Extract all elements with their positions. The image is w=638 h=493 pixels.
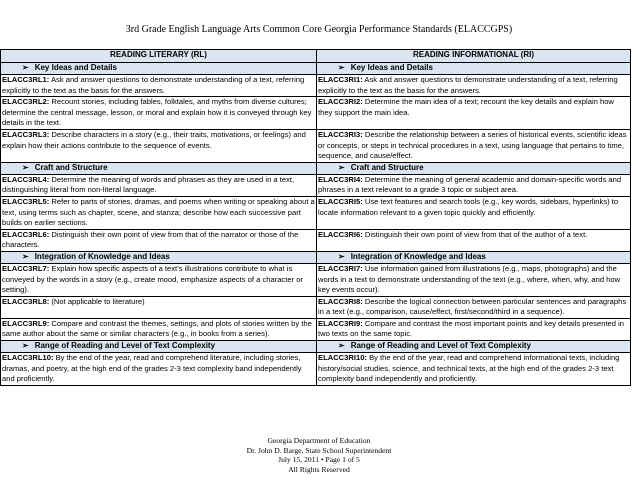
standard-code: ELACC3RI8: (318, 296, 363, 306)
standard-code: ELACC3RL6: (2, 229, 50, 239)
standard-code: ELACC3RI7: (318, 263, 363, 273)
standard-code: ELACC3RI4: (318, 174, 363, 184)
standard-row (1, 318, 631, 340)
section-header-left (1, 162, 317, 174)
standard-text: (Not applicable to literature) (49, 296, 145, 306)
standard-text: Ask and answer questions to demonstrate understanding of a text, referring explicitly to the text as the basis for the answers. (2, 75, 305, 95)
standard-text: By the end of the year, read and comprehend literature, including stories, dramas, and poetry, at the high end of the grades 2-3 text complexity band independently and proficiently. (2, 353, 302, 384)
standard-cell-left (1, 318, 317, 340)
arrow-bullet-icon: ➢ (22, 63, 29, 72)
standard-text: Compare and contrast the themes, settings, and plots of stories written by the same author about the same or similar characters (e.g., in books from a series). (2, 318, 312, 339)
standard-cell-left (1, 97, 317, 130)
document-title: 3rd Grade English Language Arts Common Core Georgia Performance Standards (ELACCGPS) (125, 24, 513, 35)
standard-text: Use information gained from illustrations (e.g., maps, photographs) and the words in a text to demonstrate understanding of the text (e.g., where, when, why, and how key events occur). (318, 263, 621, 295)
standard-cell-right (317, 353, 631, 386)
section-title: Craft and Structure (350, 162, 424, 172)
footer-date-page: July 15, 2011 • Page 1 of 5 (278, 455, 360, 464)
standard-cell-left (1, 196, 317, 229)
standard-text: By the end of the year, read and comprehend informational texts, including history/social studies, science, and technical texts, at the high end of the grades 2-3 text complexity band independently and proficiently. (318, 353, 620, 384)
footer-department: Georgia Department of Education (267, 436, 371, 445)
standard-text: Describe the logical connection between particular sentences and paragraphs in a text (e.g., comparison, cause/effect, first/second/third in a sequence). (318, 296, 627, 317)
section-header-row (1, 63, 631, 75)
standard-code: ELACC3RL9: (2, 318, 50, 328)
standard-row (1, 229, 631, 251)
standard-cell-left (1, 353, 317, 386)
standard-text: Describe characters in a story (e.g., their traits, motivations, or feelings) and explain how their actions contribute to the sequence of events. (2, 129, 306, 150)
standard-text: Explain how specific aspects of a text’s illustrations contribute to what is conveyed by the words in a story (e.g., create mood, emphasize aspects of a character or setting). (2, 263, 303, 295)
standard-cell-left (1, 229, 317, 251)
standard-row (1, 263, 631, 296)
standard-cell-right (317, 196, 631, 229)
section-header-left (1, 251, 317, 263)
arrow-bullet-icon: ➢ (22, 162, 29, 172)
standard-code: ELACC3RL8: (2, 296, 50, 306)
arrow-bullet-icon: ➢ (22, 341, 29, 351)
section-title: Range of Reading and Level of Text Complexity (34, 341, 216, 351)
standard-code: ELACC3RL2: (2, 97, 50, 107)
section-header-left (1, 63, 317, 75)
footer-rights: All Rights Reserved (288, 464, 350, 474)
section-title: Integration of Knowledge and Ideas (350, 251, 486, 261)
standard-text: Ask and answer questions to demonstrate understanding of a text, referring explicitly to the text as the basis for the answers. (318, 75, 618, 95)
standard-text: Determine the main idea of a text; recount the key details and explain how they support the main idea. (318, 97, 614, 117)
standard-row (1, 97, 631, 130)
section-header-right (317, 341, 631, 353)
section-title: Key Ideas and Details (34, 63, 117, 72)
standard-row (1, 353, 631, 386)
standard-code: ELACC3RI3: (318, 129, 363, 139)
standard-code: ELACC3RL10: (2, 353, 54, 363)
standard-cell-right (317, 318, 631, 340)
section-header-left (1, 341, 317, 353)
section-title: Integration of Knowledge and Ideas (34, 251, 170, 261)
footer-superintendent: Dr. John D. Barge, State School Superintendent (246, 445, 392, 455)
standard-row (1, 129, 631, 162)
standards-table (0, 49, 631, 386)
standard-text: Recount stories, including fables, folktales, and myths from diverse cultures; determine the central message, lesson, or moral and explain how it is conveyed through key details in the text. (2, 97, 312, 128)
standard-code: ELACC3RI1: (318, 75, 363, 84)
section-title: Key Ideas and Details (350, 63, 433, 72)
standard-text: Distinguish their own point of view from that of the author of a text. (362, 229, 588, 239)
standard-text: Describe the relationship between a series of historical events, scientific ideas or concepts, or steps in technical procedures in a text, using language that pertains to time, sequence, and cause/effect. (318, 129, 627, 161)
standard-code: ELACC3RI2: (318, 97, 363, 107)
section-header-right (317, 251, 631, 263)
section-header-row (1, 251, 631, 263)
standard-code: ELACC3RL7: (2, 263, 50, 273)
standard-code: ELACC3RI5: (318, 196, 363, 206)
standard-code: ELACC3RL4: (2, 174, 50, 184)
standard-code: ELACC3RI10: (318, 353, 367, 363)
standard-row (1, 296, 631, 318)
page-footer (0, 436, 638, 474)
standard-text: Compare and contrast the most important points and key details presented in two texts on the same topic. (318, 318, 625, 339)
column-header-informational: READING INFORMATIONAL (RI) (317, 50, 631, 63)
standard-cell-left (1, 129, 317, 162)
standard-row (1, 174, 631, 196)
section-header-right (317, 162, 631, 174)
standard-text: Refer to parts of stories, dramas, and poems when writing or speaking about a text, using terms such as chapter, scene, and stanza; describe how each successive part builds on earlier sections. (2, 196, 315, 228)
standard-text: Use text features and search tools (e.g., key words, sidebars, hyperlinks) to locate information relevant to a given topic quickly and efficiently. (318, 196, 619, 217)
arrow-bullet-icon: ➢ (338, 341, 345, 351)
standard-code: ELACC3RL1: (2, 75, 50, 84)
standard-code: ELACC3RI6: (318, 229, 363, 239)
section-title: Craft and Structure (34, 162, 108, 172)
standard-cell-right (317, 75, 631, 97)
arrow-bullet-icon: ➢ (22, 251, 29, 261)
arrow-bullet-icon: ➢ (338, 251, 345, 261)
column-header-row (1, 50, 631, 63)
section-header-right (317, 63, 631, 75)
standard-cell-left (1, 263, 317, 296)
standard-text: Determine the meaning of general academic and domain-specific words and phrases in a text relevant to a grade 3 topic or subject area. (318, 174, 622, 195)
standard-cell-left (1, 174, 317, 196)
standard-cell-left (1, 296, 317, 318)
section-title: Range of Reading and Level of Text Complexity (350, 341, 532, 351)
standard-code: ELACC3RI9: (318, 318, 363, 328)
standard-text: Distinguish their own point of view from that of the narrator or those of the characters. (2, 229, 299, 250)
standard-cell-left (1, 75, 317, 97)
standard-row (1, 196, 631, 229)
standard-code: ELACC3RL3: (2, 129, 50, 139)
arrow-bullet-icon: ➢ (338, 63, 345, 72)
standard-cell-right (317, 296, 631, 318)
standard-cell-right (317, 263, 631, 296)
section-header-row (1, 341, 631, 353)
standard-text: Determine the meaning of words and phrases as they are used in a text, distinguishing literal from non-literal language. (2, 174, 295, 195)
standard-cell-right (317, 97, 631, 130)
standard-cell-right (317, 229, 631, 251)
arrow-bullet-icon: ➢ (338, 162, 345, 172)
standard-cell-right (317, 129, 631, 162)
column-header-literary: READING LITERARY (RL) (1, 50, 317, 63)
section-header-row (1, 162, 631, 174)
standard-cell-right (317, 174, 631, 196)
standard-row (1, 75, 631, 97)
standard-code: ELACC3RL5: (2, 196, 50, 206)
